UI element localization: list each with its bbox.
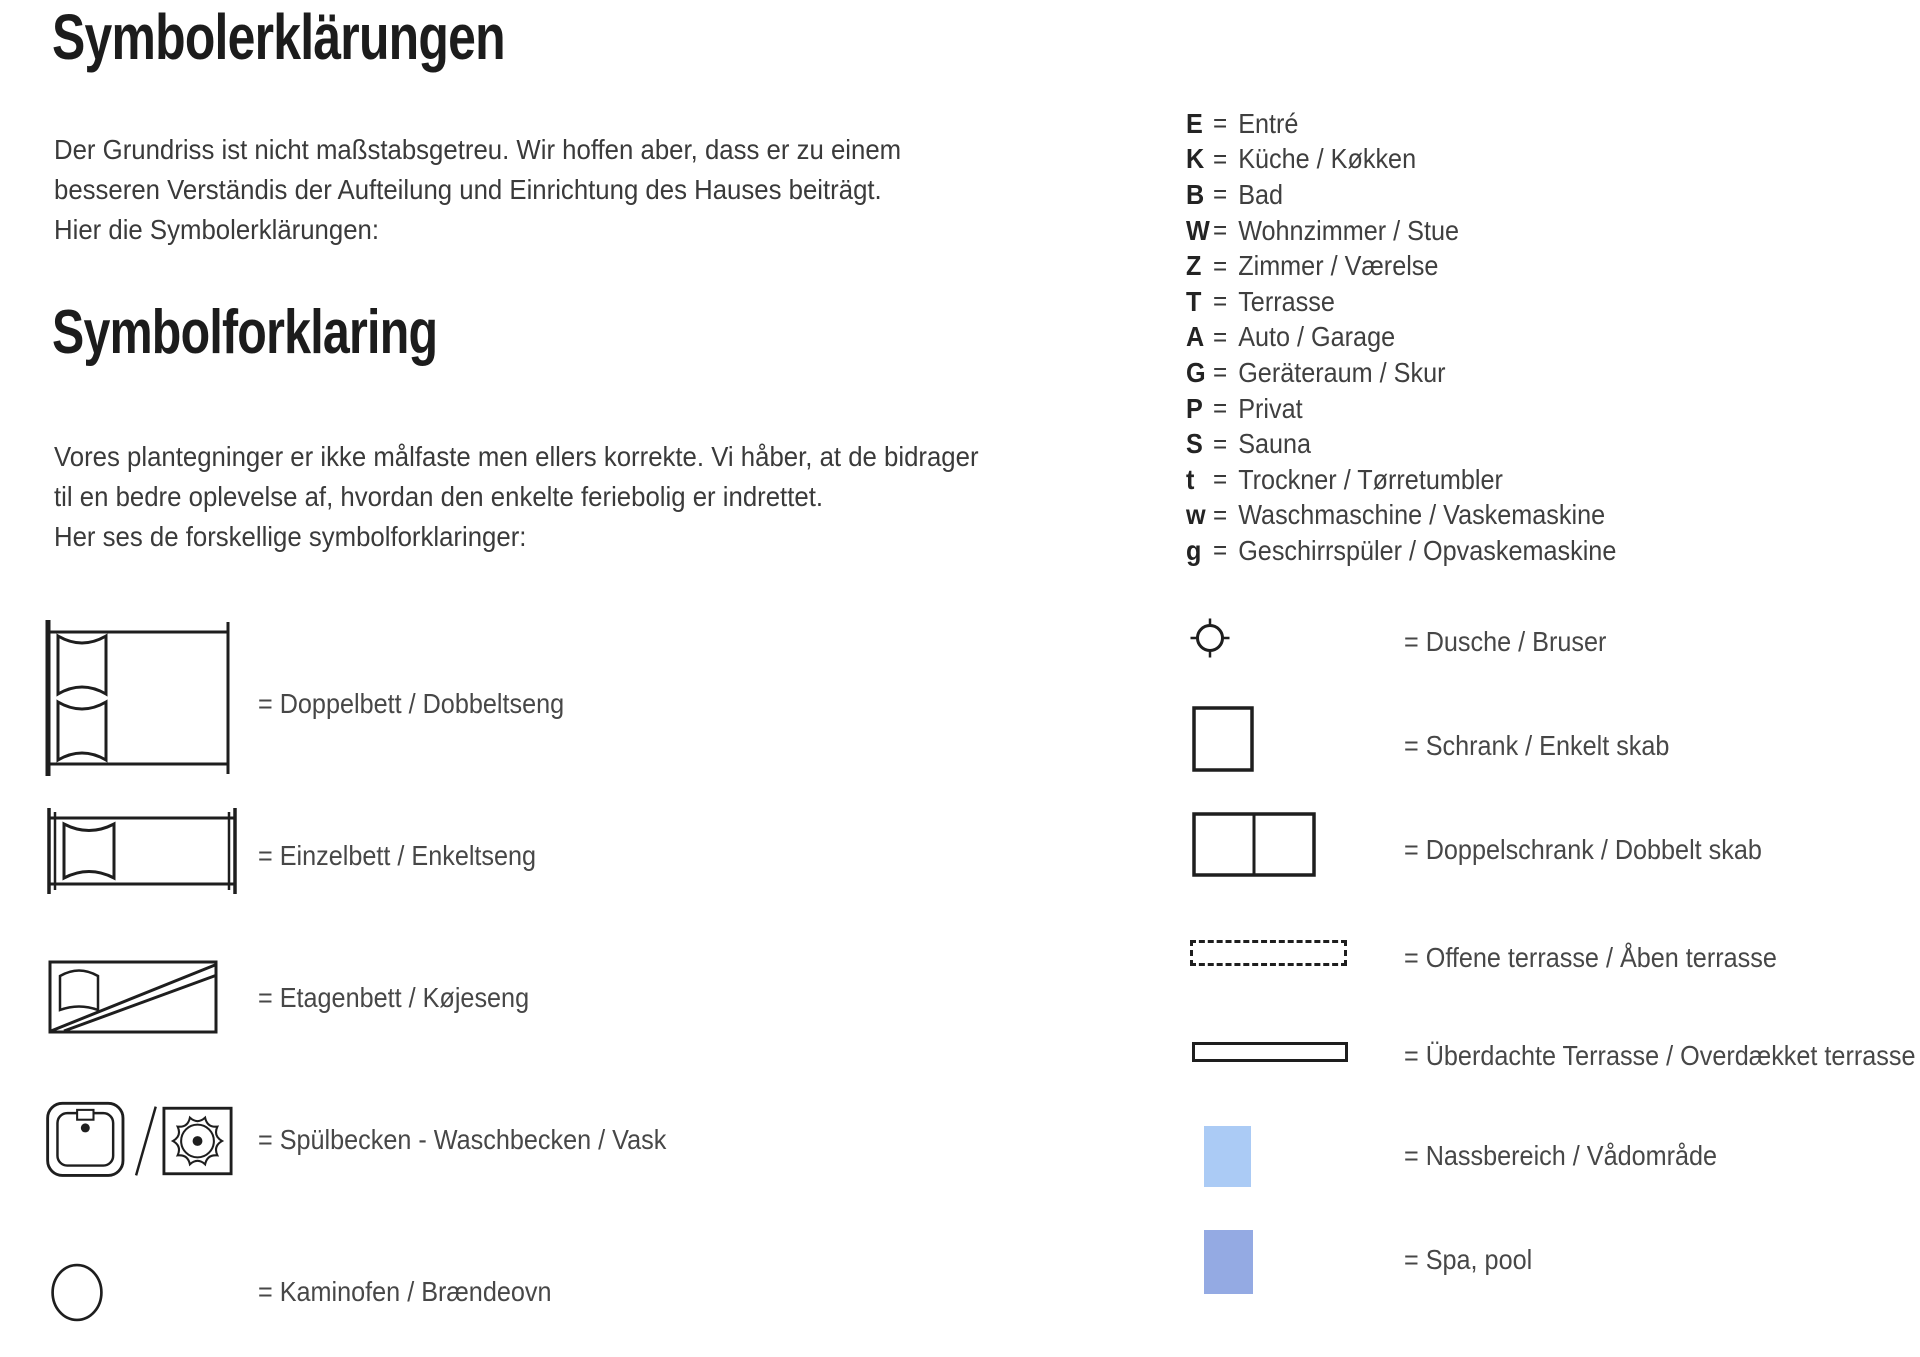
legend-label: = Spülbecken - Waschbecken / Vask	[258, 1124, 667, 1155]
legend-letter: K	[1186, 143, 1205, 175]
letter-legend-row	[1186, 355, 1616, 391]
wood-stove-icon	[48, 1262, 106, 1323]
legend-letter: B	[1186, 178, 1205, 210]
legend-label: = Nassbereich / Vådområde	[1404, 1140, 1718, 1171]
bunk-bed-icon	[48, 960, 218, 1034]
legend-label: = Überdachte Terrasse / Overdækket terrasse	[1404, 1040, 1916, 1071]
legend-label: = Offene terrasse / Åben terrasse	[1404, 942, 1777, 973]
double-bed-icon	[40, 620, 236, 776]
legend-label: = Schrank / Enkelt skab	[1404, 730, 1670, 761]
intro-german-line: Der Grundriss ist nicht maßstabsgetreu. Wir hoffen aber, dass er zu einem	[54, 134, 902, 165]
letter-legend-row	[1186, 106, 1616, 142]
legend-letter: A	[1186, 321, 1205, 353]
intro-danish-line: til en bedre oplevelse af, hvordan den enkelte feriebolig er indrettet.	[54, 481, 824, 512]
equals-sign: =	[1213, 428, 1228, 459]
equals-sign: =	[1213, 393, 1228, 424]
legend-label: Wohnzimmer / Stue	[1238, 214, 1460, 246]
legend-letter: S	[1186, 428, 1203, 460]
legend-label: = Spa, pool	[1404, 1244, 1533, 1275]
equals-sign: =	[1213, 108, 1228, 139]
letter-legend-row	[1186, 391, 1616, 427]
page-title-danish: Symbolforklaring	[52, 298, 438, 367]
equals-sign: =	[1213, 499, 1228, 530]
legend-label: = Dusche / Bruser	[1404, 626, 1607, 657]
legend-letter: g	[1186, 534, 1202, 566]
equals-sign: =	[1213, 464, 1228, 495]
legend-letter: T	[1186, 285, 1202, 317]
letter-legend-row	[1186, 142, 1616, 178]
equals-sign: =	[1213, 286, 1228, 317]
letter-legend-row	[1186, 462, 1616, 498]
wet-area-icon	[1204, 1126, 1251, 1187]
legend-label: Entré	[1238, 107, 1299, 139]
letter-legend	[1186, 106, 1664, 569]
intro-german-line: Hier die Symbolerklärungen:	[54, 214, 380, 245]
intro-danish	[54, 437, 1059, 557]
legend-label: = Einzelbett / Enkeltseng	[258, 840, 537, 871]
letter-legend-row	[1186, 213, 1616, 249]
single-cabinet-icon	[1192, 706, 1254, 772]
letter-legend-row	[1186, 284, 1616, 320]
intro-german	[54, 130, 975, 250]
covered-terrace-icon	[1192, 1042, 1348, 1062]
equals-sign: =	[1213, 357, 1228, 388]
legend-label: Terrasse	[1238, 285, 1335, 317]
legend-letter: G	[1186, 356, 1206, 388]
legend-label: = Etagenbett / Køjeseng	[258, 982, 530, 1013]
legend-label: Geräteraum / Skur	[1238, 356, 1446, 388]
letter-legend-row	[1186, 498, 1616, 534]
equals-sign: =	[1213, 143, 1228, 174]
legend-label: Küche / Køkken	[1238, 143, 1417, 175]
legend-label: Bad	[1238, 178, 1284, 210]
intro-german-line: besseren Verständis der Aufteilung und Einrichtung des Hauses beiträgt.	[54, 174, 882, 205]
equals-sign: =	[1213, 215, 1228, 246]
single-bed-icon	[44, 808, 240, 894]
legend-label: Waschmaschine / Vaskemaskine	[1238, 499, 1606, 531]
letter-legend-row	[1186, 248, 1616, 284]
legend-label: Auto / Garage	[1238, 321, 1396, 353]
letter-legend-row	[1186, 426, 1616, 462]
letter-legend-row	[1186, 320, 1616, 356]
legend-label: = Doppelschrank / Dobbelt skab	[1404, 834, 1762, 865]
legend-letter: W	[1186, 214, 1210, 246]
letter-legend-row	[1186, 533, 1616, 569]
letter-legend-row	[1186, 177, 1616, 213]
legend-label: = Kaminofen / Brændeovn	[258, 1276, 552, 1307]
legend-letter: w	[1186, 499, 1206, 531]
legend-label: Trockner / Tørretumbler	[1238, 463, 1503, 495]
legend-label: Privat	[1238, 392, 1303, 424]
legend-label: Zimmer / Værelse	[1238, 250, 1439, 282]
legend-label: = Doppelbett / Dobbeltseng	[258, 688, 565, 719]
equals-sign: =	[1213, 179, 1228, 210]
legend-label: Sauna	[1238, 428, 1312, 460]
page-title-german: Symbolerklärungen	[52, 1, 505, 73]
sink-washbasin-icon	[46, 1100, 236, 1182]
equals-sign: =	[1213, 535, 1228, 566]
equals-sign: =	[1213, 250, 1228, 281]
legend-letter: Z	[1186, 250, 1202, 282]
legend-letter: t	[1186, 463, 1195, 495]
open-terrace-icon	[1190, 940, 1347, 966]
double-cabinet-icon	[1192, 812, 1316, 877]
legend-letter: P	[1186, 392, 1203, 424]
intro-danish-line: Vores plantegninger er ikke målfaste men ellers korrekte. Vi håber, at de bidrager	[54, 441, 979, 472]
spa-pool-icon	[1204, 1230, 1253, 1294]
shower-icon	[1187, 615, 1233, 661]
equals-sign: =	[1213, 321, 1228, 352]
legend-letter: E	[1186, 107, 1203, 139]
legend-label: Geschirrspüler / Opvaskemaskine	[1238, 534, 1617, 566]
intro-danish-line: Her ses de forskellige symbolforklaringer:	[54, 521, 527, 552]
